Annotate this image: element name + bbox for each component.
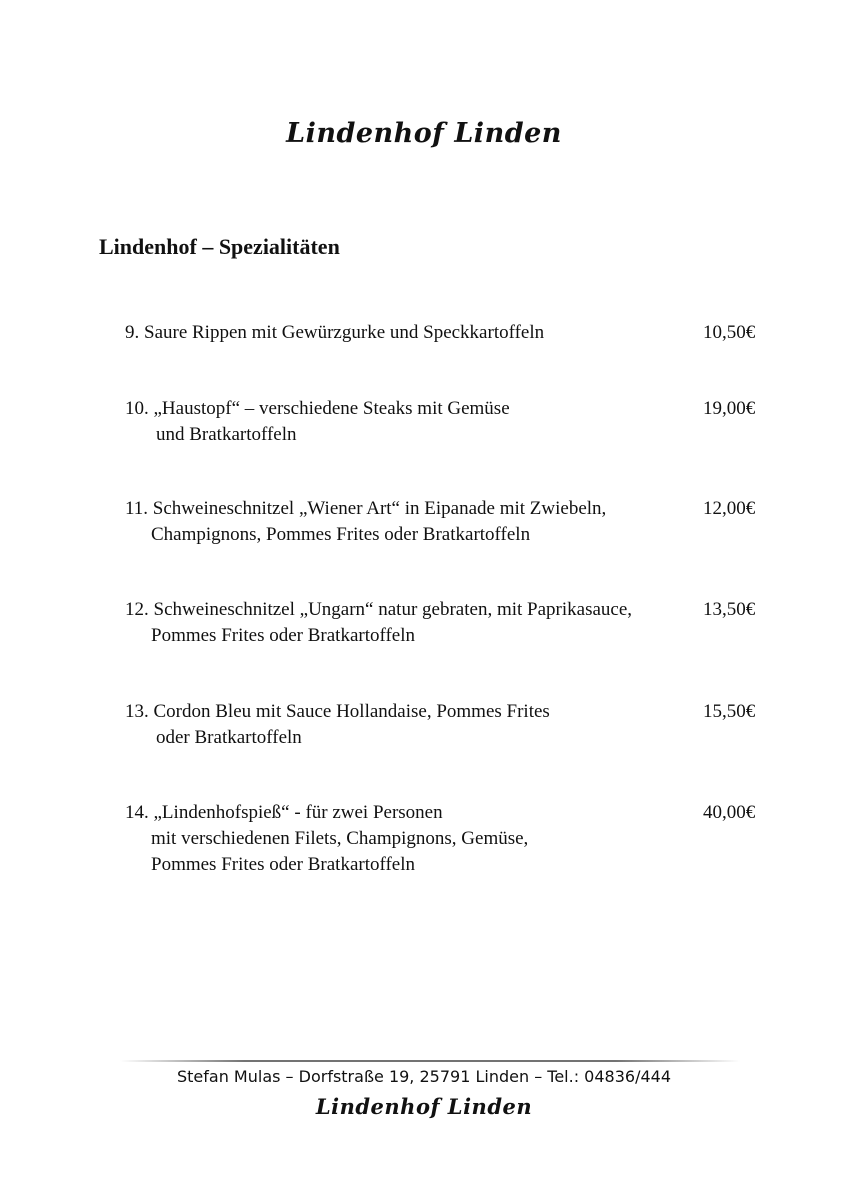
- menu-item-line: oder Bratkartoffeln: [156, 727, 302, 748]
- menu-item-line: und Bratkartoffeln: [156, 424, 297, 445]
- menu-item-line: 10. „Haustopf“ – verschiedene Steaks mit Gemüse: [125, 398, 510, 419]
- menu-item-description: [125, 396, 510, 448]
- menu-item-price: 10,50€: [703, 322, 756, 343]
- menu-item-line: 14. „Lindenhofspieß“ - für zwei Personen: [125, 802, 443, 823]
- menu-item-description: [125, 320, 544, 346]
- menu-item-price: 19,00€: [703, 398, 756, 419]
- menu-item-description: [125, 800, 528, 878]
- menu-item-description: [125, 699, 550, 751]
- menu-item-line: 12. Schweineschnitzel „Ungarn“ natur gebraten, mit Paprikasauce,: [125, 599, 633, 620]
- menu-item-price: 15,50€: [703, 701, 756, 722]
- footer-address: Stefan Mulas – Dorfstraße 19, 25791 Linden – Tel.: 04836/444: [176, 1067, 672, 1086]
- menu-item-description: [125, 597, 632, 649]
- menu-item-line: 9. Saure Rippen mit Gewürzgurke und Speckkartoffeln: [125, 322, 545, 343]
- menu-item-price: 40,00€: [703, 802, 756, 823]
- menu-item-price: 12,00€: [703, 498, 756, 519]
- menu-item-line: 13. Cordon Bleu mit Sauce Hollandaise, Pommes Frites: [125, 701, 550, 722]
- section-heading: Lindenhof – Spezialitäten: [99, 234, 340, 259]
- menu-item-line: mit verschiedenen Filets, Champignons, Gemüse,: [151, 828, 529, 849]
- footer-divider: [120, 1060, 740, 1062]
- menu-item-line: Pommes Frites oder Bratkartoffeln: [151, 854, 416, 875]
- page-title: Lindenhof Linden: [286, 118, 562, 149]
- menu-item-price: 13,50€: [703, 599, 756, 620]
- menu-item-line: Pommes Frites oder Bratkartoffeln: [151, 625, 416, 646]
- menu-item-description: [125, 496, 606, 548]
- menu-item-line: Champignons, Pommes Frites oder Bratkartoffeln: [151, 524, 531, 545]
- footer-title: Lindenhof Linden: [315, 1094, 533, 1119]
- menu-item-line: 11. Schweineschnitzel „Wiener Art“ in Eipanade mit Zwiebeln,: [125, 498, 607, 519]
